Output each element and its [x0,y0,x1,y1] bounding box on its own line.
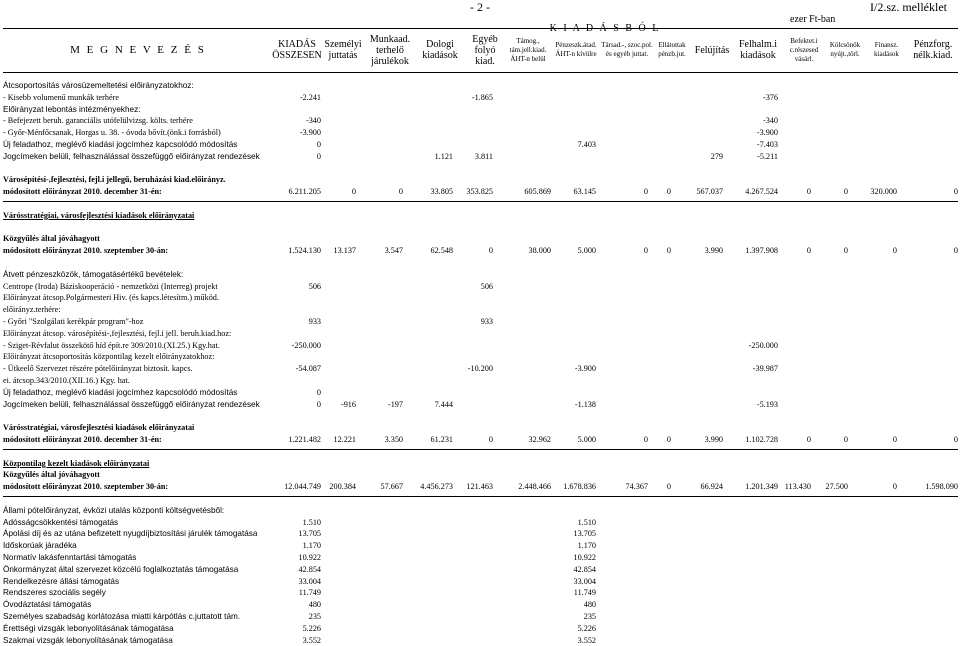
row-value: 1.170 [302,541,321,551]
row-value: 933 [480,317,493,326]
row-label: Jogcímeken belüli, felhasználással összefüggő előirányzat rendezések [3,399,260,409]
table-row [3,387,958,398]
row-label: - Ütkeelő Szervezet részére pótelőirányzat biztosít. kapcs. [3,364,193,374]
row-value: 3.811 [474,151,493,161]
table-row [3,281,958,292]
section-rule [3,201,958,202]
table-row [3,434,958,445]
row-value: -7.403 [756,140,778,149]
row-label: Ápolási díj és az utána befizetett nyugdíjbiztosítási járulék támogatása [3,529,258,539]
table-row [3,328,958,339]
table-row [3,422,958,433]
row-label: Személyes szabadság korlátozása miatti kárpótlás c.juttatott tám. [3,612,241,621]
table-row [3,481,958,492]
row-value: 121.463 [466,482,493,492]
row-label: ei. átcsop.343/2010.(XII.16.) Kgy. hat. [3,376,130,385]
row-value: 0 [488,435,493,444]
row-value: 1.102.728 [745,435,778,444]
table-row [3,399,958,410]
table-row [3,115,958,126]
page-number: - 2 - [470,0,490,14]
row-value: 5.000 [577,435,596,444]
row-value: 0 [892,246,897,256]
row-label: Új feladathoz, meglévő kiadási jogcímhez kapcsolódó módosítás [3,387,238,397]
row-label: Közgyűlés által jóváhagyott [3,470,100,480]
row-value: 4.267.524 [745,187,778,197]
row-value: 605.869 [524,187,551,197]
row-value: -250.000 [748,340,778,350]
row-value: 0 [843,187,848,197]
row-value: 567.037 [696,187,723,197]
table-row [3,446,958,457]
column-header: Támog., tám.jell.kiad. ÁHT-n belül [509,36,547,63]
row-value: 0 [953,246,958,256]
row-value: 7.403 [577,140,596,149]
row-value: 5.226 [302,623,321,633]
row-value: 1.121 [434,151,453,161]
row-label: Közgyűlés által jóváhagyott [3,234,100,244]
table-row [3,92,958,103]
row-value: 0 [953,435,958,444]
column-header: KIADÁS ÖSSZESEN [272,39,322,61]
row-value: 506 [308,281,321,291]
row-value: 11.749 [298,588,321,598]
row-value: 506 [480,281,493,291]
kiadasbol-group-label: K I A D Á S B Ó L [549,23,661,34]
table-row [3,139,958,150]
column-header: Pénzforg. nélk.kiad. [913,39,953,61]
row-value: 10.922 [573,553,596,562]
column-header: Felújítás [694,44,730,56]
row-value: -3.900 [574,364,596,374]
table-row [3,587,958,598]
row-value: -2.241 [299,92,321,102]
table-row [3,552,958,563]
row-value: 1.598.090 [925,482,958,492]
row-value: 0 [351,187,356,197]
row-value: 66.924 [700,482,723,492]
row-label: előirányz.terhére: [3,305,61,315]
section-rule [3,449,958,450]
row-label: Jogcímeken belüli, felhasználással összefüggő előirányzat rendezések [3,151,260,161]
row-value: -376 [762,92,778,102]
table-row [3,127,958,138]
row-value: 38.000 [528,246,551,256]
row-value: 13.137 [333,246,356,256]
row-value: 0 [666,187,671,197]
row-label: Előirányzat lebontás intézményekhez: [3,104,141,114]
row-value: 480 [583,600,596,610]
row-value: 3.552 [302,635,321,645]
row-value: 200.384 [329,482,356,492]
row-value: 32.962 [528,435,551,444]
row-value: -10.200 [467,364,493,374]
row-value: 0 [643,246,648,256]
column-header: Munkaad. terhelő járulékok [369,33,411,67]
row-value: 12.044.749 [284,482,321,492]
row-value: -250.000 [291,340,321,350]
row-label: Városépítési-,fejlesztési, fejl.i jellegű, beruházási kiad.előirányz. [3,175,226,185]
row-value: 12.221 [333,435,356,444]
row-value: -1.865 [471,92,493,102]
row-value: 57.667 [380,482,403,492]
table-row [3,198,958,209]
row-label: Központilag kezelt kiadások előirányzatai [3,458,150,468]
row-label: Előirányzat átcsoportosítás központilag kezelt előirányzatokhoz: [3,352,215,362]
column-header: Egyéb folyó kiad. [472,33,498,67]
row-value: 2.448.466 [518,482,551,492]
row-value: 235 [583,612,596,621]
row-value: 0 [316,399,321,409]
row-value: 0 [666,435,671,444]
row-label: módosított előirányzat 2010. december 31-én: [3,187,162,197]
row-label: Adósságcsökkentési támogatás [3,517,119,527]
row-value: 0 [892,482,897,492]
table-row [3,245,958,256]
row-value: 74.367 [625,482,648,492]
row-label: - Győri "Szolgálati kerékpár program"-hoz [3,317,144,326]
row-value: 63.145 [573,187,596,197]
row-value: 62.548 [430,246,453,256]
row-label: Normatív lakásfenntartási támogatás [3,553,137,562]
column-header: Finansz. kiadások [874,41,899,58]
table-row [3,493,958,504]
row-value: 61.231 [430,435,453,444]
row-value: 1.170 [577,541,596,551]
row-value: 0 [843,435,848,444]
row-value: 42.854 [573,564,596,574]
row-value: 33.805 [430,187,453,197]
row-value: 279 [710,151,723,161]
table-row [3,611,958,622]
row-value: -340 [762,116,778,126]
row-value: 0 [953,187,958,197]
row-value: 933 [308,317,321,326]
row-value: 0 [316,151,321,161]
table-row [3,316,958,327]
table-row [3,540,958,551]
row-label: Centrope (Iroda) Báziskooperáció - nemzetközi (Interreg) projekt [3,281,218,291]
table-row [3,564,958,575]
row-value: 5.226 [577,623,596,633]
row-value: 320.000 [870,187,897,197]
table-row [3,174,958,185]
row-value: 4.456.273 [420,482,453,492]
table-row [3,517,958,528]
row-value: 3.990 [704,435,723,444]
table-row [3,304,958,315]
row-value: -340 [305,116,321,126]
table-row [3,340,958,351]
row-label: Előirányzat átcsop. városépítési-,fejlesztési, fejl.i jell. beruh.kiad.hoz: [3,328,232,338]
row-label: Óvodáztatási támogatás [3,600,92,610]
row-value: 42.854 [298,564,321,574]
unit-label: ezer Ft-ban [790,14,836,25]
table-row [3,528,958,539]
row-label: módosított előirányzat 2010. december 31-én: [3,435,162,444]
row-value: 1.510 [577,517,596,527]
row-value: 3.990 [704,246,723,256]
row-label: Önkormányzat által szervezet közcélú foglalkoztatás támogatása [3,564,239,574]
row-value: 0 [806,187,811,197]
row-label: Várósstratégiai, városfejlesztési kiadások előirányzatai [3,423,195,433]
annex-label: I/2.sz. melléklet [870,0,947,14]
table-row [3,635,958,646]
table-row [3,269,958,280]
column-header: Pénzeszk.átad. ÁHT-n kívülre [555,41,597,58]
row-value: 1.397.908 [745,246,778,256]
table-row [3,210,958,221]
row-label: - Befejezett beruh. garanciális utófelülvizsg. költs. terhére [3,116,193,126]
row-value: 3.350 [384,435,403,444]
row-value: 10.922 [298,553,321,562]
row-label: Időskorúak járadéka [3,541,77,551]
row-label: Átvett pénzeszközök, támogatásértékű bevételek: [3,269,184,279]
column-header: Befektet.i c.részesed vásárl. [789,36,819,63]
row-value: 235 [308,612,321,621]
row-value: 0 [892,435,897,444]
row-value: 3.547 [384,246,403,256]
row-value: -5.211 [757,151,778,161]
table-row [3,163,958,174]
table-row [3,375,958,386]
row-value: 1.510 [302,517,321,527]
table-row [3,599,958,610]
table-row [3,576,958,587]
table-row [3,410,958,421]
row-value: 0 [488,246,493,256]
row-value: -3.900 [299,128,321,138]
row-label: Átcsoportosítás városüzemeltetési előirányzatokhoz: [3,81,194,90]
row-label: módosított előirányzat 2010. szeptember 30-án: [3,246,169,256]
row-value: 0 [666,482,671,492]
row-value: 11.749 [573,588,596,598]
row-value: 353.825 [466,187,493,197]
row-value: 5.000 [577,246,596,256]
row-label: Új feladathoz, meglévő kiadási jogcímhez kapcsolódó módosítás [3,140,238,149]
column-header: Dologi kiadások [422,39,458,61]
table-row [3,623,958,634]
row-label: Rendszeres szociális segély [3,588,106,598]
table-row [3,351,958,362]
row-value: -197 [387,399,403,409]
row-value: -54.087 [295,364,321,374]
row-label: Szakmai vizsgák lebonyolításának támogatása [3,635,173,645]
row-value: 13.705 [298,529,321,539]
table-row [3,233,958,244]
row-value: 33.004 [298,576,321,586]
row-value: 0 [806,435,811,444]
row-value: 480 [308,600,321,610]
row-value: 0 [316,140,321,149]
row-value: 27.500 [825,482,848,492]
column-header: Ellátottak pénzb.jut. [658,41,686,58]
row-label: Állami pótelőirányzat, évközi utalás központi költségvetésből: [3,505,225,515]
table-row [3,257,958,268]
column-header: Felhalm.i kiadások [738,39,778,61]
table-row [3,186,958,197]
row-value: 0 [643,187,648,197]
table-row [3,505,958,516]
row-value: 1.678.836 [563,482,596,492]
table-row [3,151,958,162]
row-value: 1.221.482 [288,435,321,444]
row-label: Várósstratégiai, városfejlesztési kiadások előirányzatai [3,210,195,220]
row-value: 3.552 [577,635,596,645]
row-value: 0 [643,435,648,444]
row-value: 0 [316,387,321,397]
row-value: 33.004 [573,576,596,586]
row-value: 0 [398,187,403,197]
row-value: 1.524.130 [288,246,321,256]
row-label: Érettségi vizsgák lebonyolításának támogatása [3,623,174,633]
table-row [3,80,958,91]
row-label: Rendelkezésre állási támogatás [3,576,120,586]
row-label: Előirányzat átcsop.Polgármesteri Hiv. (és kapcs.létesítm.) működ. [3,293,219,303]
table-row [3,104,958,115]
table-header [3,23,958,72]
row-value: -39.987 [752,364,778,374]
table-row [3,222,958,233]
table-row [3,363,958,374]
row-value: 113.430 [784,482,811,492]
column-header: Társad.-, szoc.pol. és egyéb juttat. [601,41,653,58]
column-header: Kölcsönök nyújt.,törl. [829,41,861,58]
row-value: -5.193 [756,399,778,409]
row-value: -1.138 [574,399,596,409]
row-value: 0 [806,246,811,256]
row-value: 0 [843,246,848,256]
megnevezes-heading: M E G N E V E Z É S [70,44,206,56]
table-row [3,292,958,303]
row-label: módosított előirányzat 2010. szeptember 30-án: [3,482,169,492]
row-value: 6.211.205 [288,187,321,197]
column-header: Személyi juttatás [324,39,362,61]
row-value: 0 [666,246,671,256]
row-value: -3.900 [756,128,778,138]
table-row [3,458,958,469]
row-label: - Kisebb volumenű munkák terhére [3,92,119,102]
row-value: 7.444 [434,399,453,409]
section-rule [3,496,958,497]
row-label: - Győr-Ménfőcsanak, Horgas u. 38. - óvoda bővít.(önk.i forrásból) [3,128,221,138]
table-row [3,469,958,480]
row-label: - Sziget-Révfalut összekötő híd épít.re 309/2010.(XI.25.) Kgy.hat. [3,340,220,350]
row-value: -916 [340,399,356,409]
row-value: 1.201.349 [745,482,778,492]
row-value: 13.705 [573,529,596,539]
